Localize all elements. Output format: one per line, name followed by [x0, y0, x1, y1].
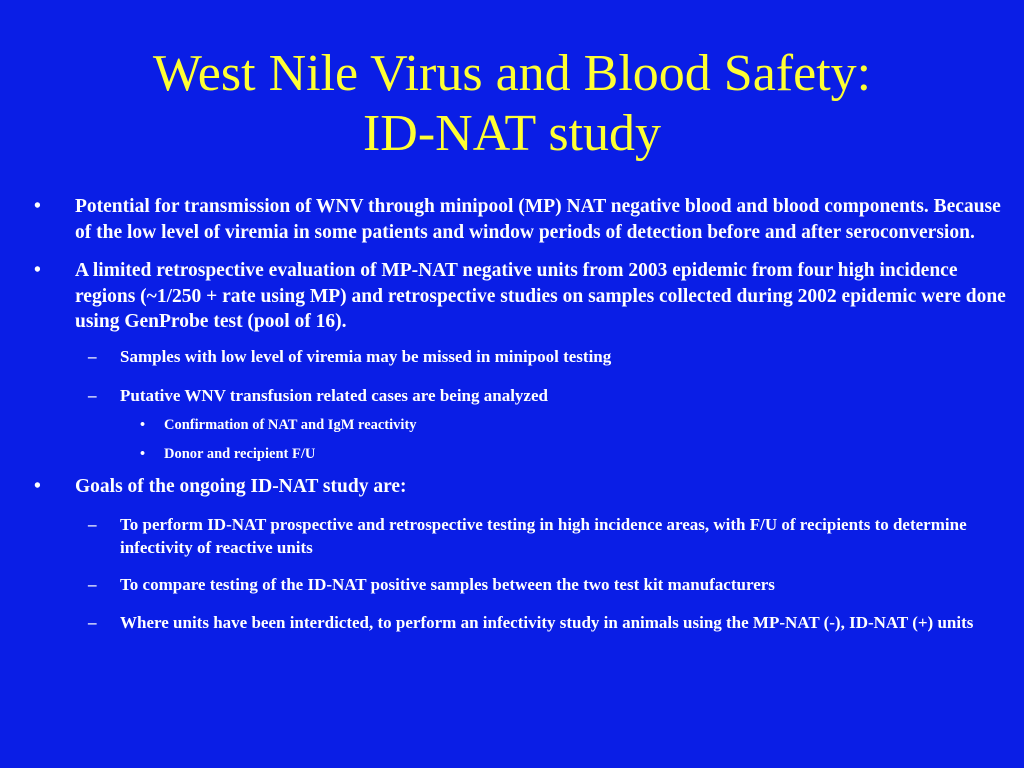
sub-bullet-text: Samples with low level of viremia may be missed in minipool testing [120, 346, 612, 366]
sub-bullet-infectivity-study [30, 612, 1020, 635]
dash-marker: – [88, 575, 97, 594]
bullet-marker: • [140, 416, 146, 433]
bullet-marker: • [34, 475, 41, 497]
bullet-marker: • [34, 196, 41, 217]
sub-bullet-prospective-testing [30, 514, 1020, 559]
bullet-marker: • [140, 445, 146, 462]
slide-body [30, 194, 1020, 634]
dash-marker: – [88, 612, 97, 632]
sub-sub-bullet-text: Donor and recipient F/U [164, 445, 316, 462]
sub-bullet-text: To perform ID-NAT prospective and retrospective testing in high incidence areas, with F/U of recipients to determine infectivity of reactive units [120, 515, 967, 557]
bullet-goals [30, 474, 1020, 500]
bullet-text: Potential for transmission of WNV through minipool (MP) NAT negative blood and blood components. Because of the low level of viremia in some patients and window periods of detection before and after seroconversion. [75, 196, 1001, 243]
sub-sub-bullet-donor-recipient [30, 445, 1020, 464]
sub-bullet-putative-cases [30, 385, 1020, 408]
dash-marker: – [88, 515, 97, 534]
sub-bullet-text: Where units have been interdicted, to perform an infectivity study in animals using the MP-NAT (-), ID-NAT (+) units [120, 612, 974, 632]
sub-bullet-low-viremia [30, 346, 1020, 369]
bullet-text: A limited retrospective evaluation of MP-NAT negative units from 2003 epidemic from four high incidence regions (~1/250 + rate using MP) and retrospective studies on samples collected during 2002 epidemic were done using GenProbe test (pool of 16). [75, 260, 1006, 332]
sub-bullet-text: To compare testing of the ID-NAT positive samples between the two test kit manufacturers [120, 575, 775, 594]
bullet-marker: • [34, 260, 41, 281]
dash-marker: – [88, 386, 97, 405]
bullet-retrospective-evaluation [30, 258, 1020, 335]
slide-title-line-2: ID-NAT study [362, 105, 662, 162]
sub-sub-bullet-text: Confirmation of NAT and IgM reactivity [164, 416, 417, 433]
bullet-transmission-potential [30, 194, 1020, 245]
slide-title-line-1: West Nile Virus and Blood Safety: [152, 45, 872, 102]
sub-bullet-compare-testing [30, 574, 1020, 597]
slide-title [0, 44, 1024, 164]
dash-marker: – [88, 346, 97, 366]
sub-bullet-text: Putative WNV transfusion related cases are being analyzed [120, 386, 548, 405]
bullet-text: Goals of the ongoing ID-NAT study are: [75, 475, 407, 497]
sub-sub-bullet-confirmation [30, 416, 1020, 435]
